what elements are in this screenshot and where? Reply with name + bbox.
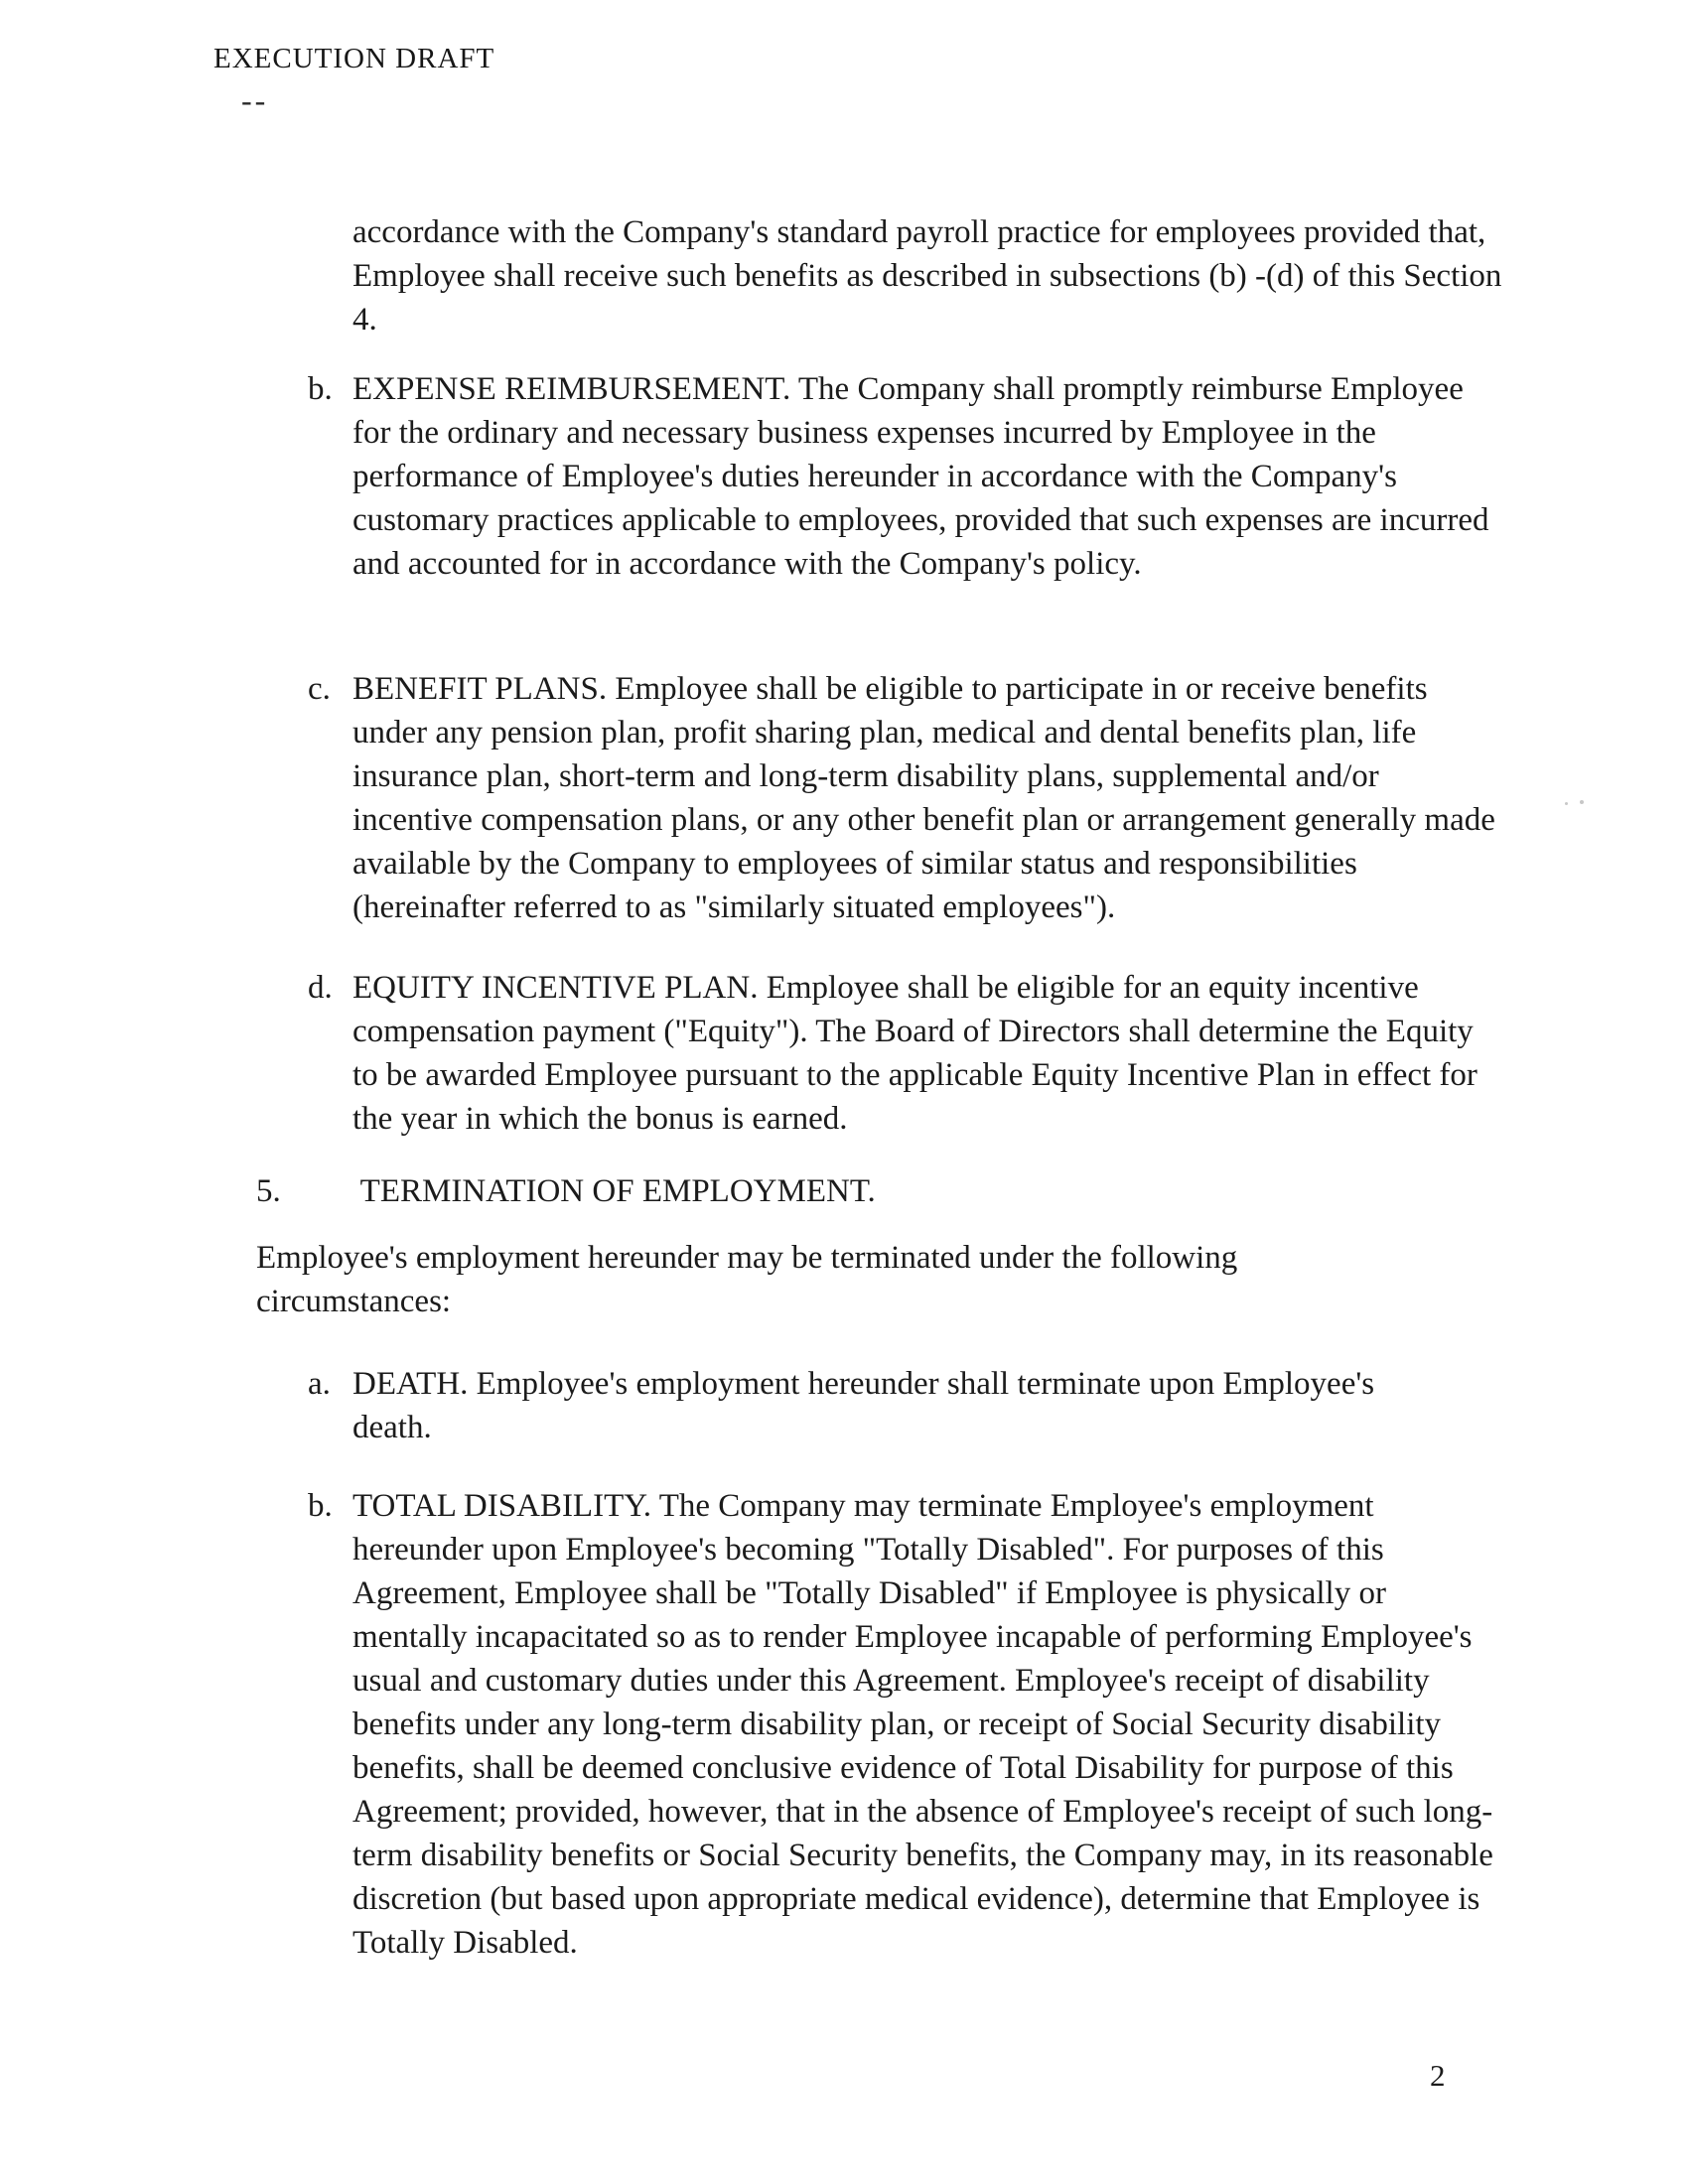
section4-item-expense-reimbursement (308, 367, 1504, 586)
list-text-total-disability: TOTAL DISABILITY. The Company may terminate Employee's employment hereunder upon Employee's becoming "Totally Disabled". For purposes of this Agreement, Employee shall be "Totally Disabled" if Employee is physically or mentally incapacitated so as to render Employee incapable of performing Employee's usual and customary duties under this Agreement. Employee's receipt of disability benefits under any long-term disability plan, or receipt of Social Security disability benefits, shall be deemed conclusive evidence of Total Disability for purpose of this Agreement; provided, however, that in the absence of Employee's receipt of such long-term disability benefits or Social Security benefits, the Company may, in its reasonable discretion (but based upon appropriate medical evidence), determine that Employee is Totally Disabled. (352, 1488, 1493, 1961)
section-5-title: TERMINATION OF EMPLOYMENT. (359, 1173, 876, 1209)
list-marker-c: c. (308, 671, 331, 707)
section-5-intro-paragraph: Employee's employment hereunder may be terminated under the following circumstances: (256, 1240, 1238, 1319)
list-text-expense-reimbursement: EXPENSE REIMBURSEMENT. The Company shall promptly reimburse Employee for the ordinary and necessary business expenses incurred by Employee in the performance of Employee's duties hereunder in accordance with the Company's customary practices applicable to employees, provided that such expenses are incurred and accounted for in accordance with the Company's policy. (352, 371, 1489, 582)
section-5-heading (256, 1169, 876, 1213)
section5-item-death (308, 1362, 1445, 1449)
handwritten-dashes: -- (241, 82, 269, 118)
list-text-benefit-plans: BENEFIT PLANS. Employee shall be eligible to participate in or receive benefits under any pension plan, profit sharing plan, medical and dental benefits plan, life insurance plan, short-term and long-term disability plans, supplemental and/or incentive compensation plans, or any other benefit plan or arrangement generally made available by the Company to employees of similar status and responsibilities (hereinafter referred to as "similarly situated employees"). (352, 671, 1495, 925)
section5-item-total-disability (308, 1484, 1504, 1965)
list-marker-a: a. (308, 1366, 331, 1402)
scan-artifact-dots (1565, 798, 1587, 808)
list-marker-b2: b. (308, 1488, 333, 1524)
list-marker-d: d. (308, 970, 333, 1006)
section-5-number: 5. (256, 1173, 281, 1209)
section4-item-benefit-plans (308, 667, 1504, 929)
section4-item-equity-incentive-plan (308, 966, 1504, 1141)
execution-draft-watermark: EXECUTION DRAFT (213, 43, 495, 74)
page-number: 2 (1430, 2058, 1446, 2093)
continuation-paragraph: accordance with the Company's standard payroll practice for employees provided that, Employee shall receive such benefits as described in subsections (b) -(d) of this Section 4. (352, 214, 1502, 338)
list-text-death: DEATH. Employee's employment hereunder shall terminate upon Employee's death. (352, 1366, 1375, 1445)
list-marker-b: b. (308, 371, 333, 407)
list-text-equity-incentive-plan: EQUITY INCENTIVE PLAN. Employee shall be eligible for an equity incentive compensation payment ("Equity"). The Board of Directors shall determine the Equity to be awarded Employee pursuant to the applicable Equity Incentive Plan in effect for the year in which the bonus is earned. (352, 970, 1477, 1137)
